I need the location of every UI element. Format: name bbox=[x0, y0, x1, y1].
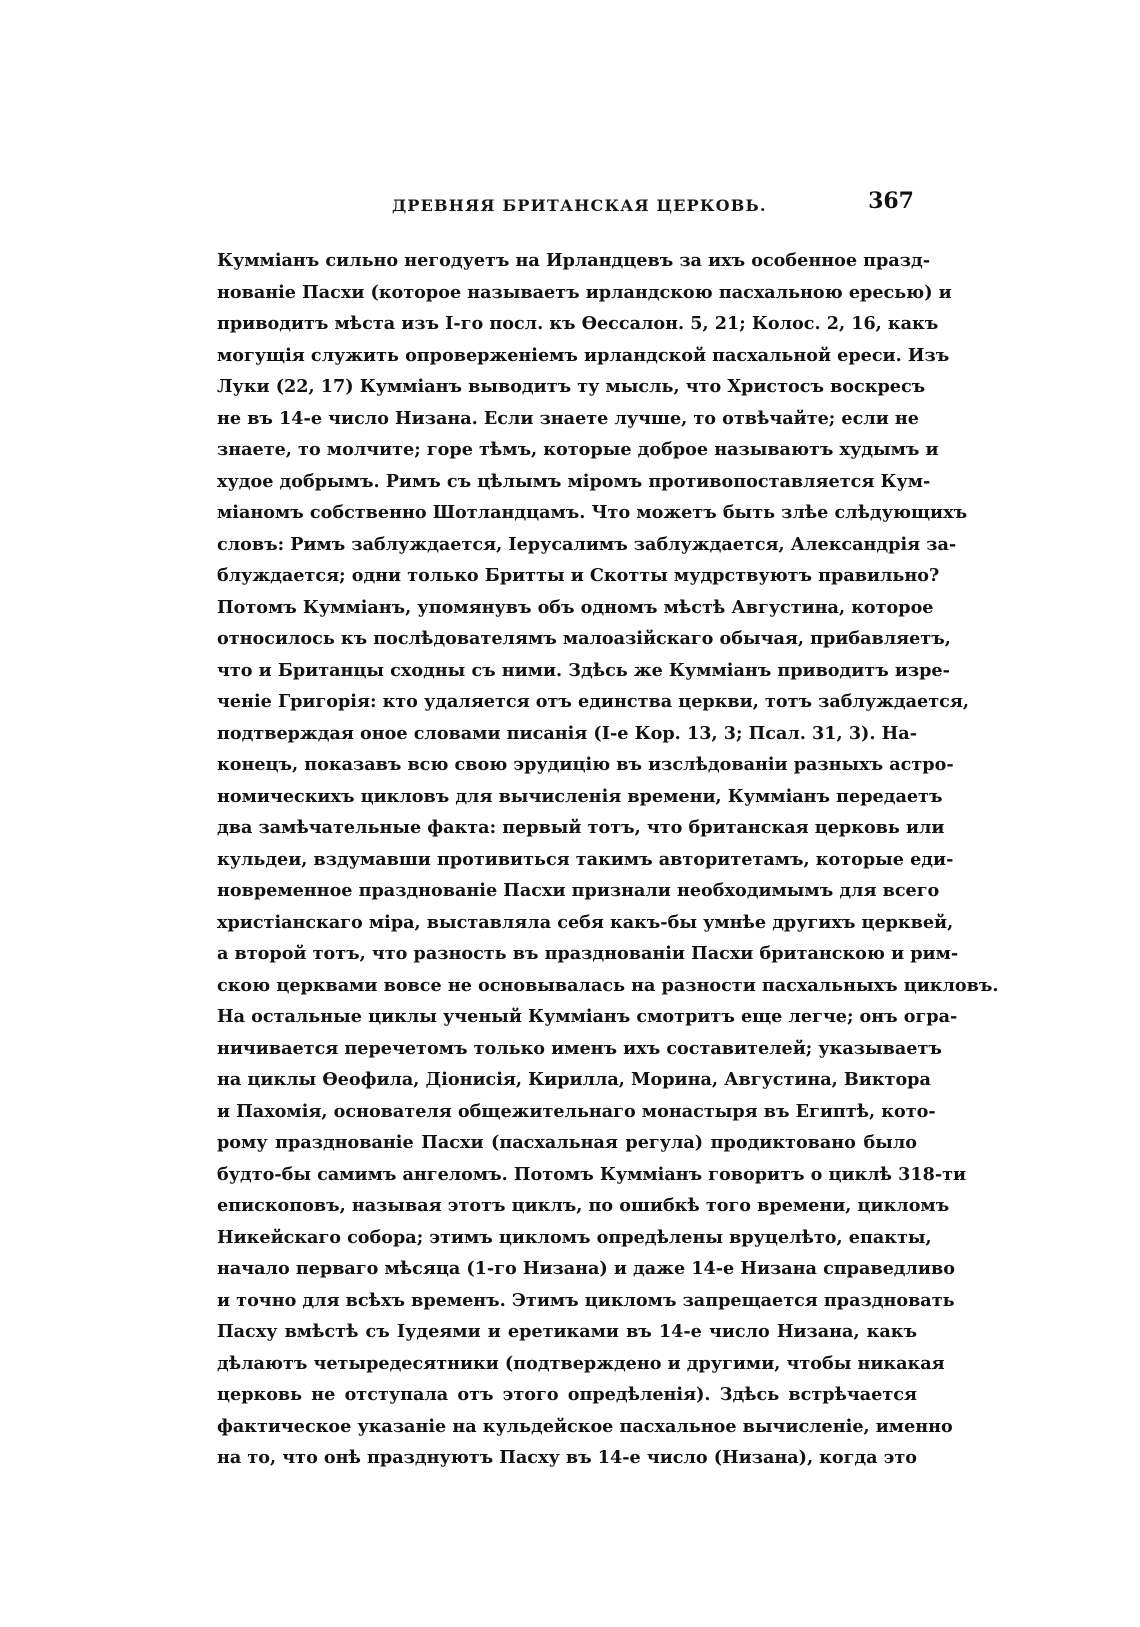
text-line: приводитъ мѣста изъ I-го посл. къ Ѳессалон. 5, 21; Колос. 2, 16, какъ bbox=[217, 313, 939, 334]
text-line: словъ: Римъ заблуждается, Іерусалимъ заблуждается, Александрія за- bbox=[217, 533, 957, 555]
text-line: Потомъ Кумміанъ, упомянувъ объ одномъ мѣстѣ Августина, которое bbox=[217, 596, 934, 618]
text-line: кульдеи, вздумавши противиться такимъ авторитетамъ, которые еди- bbox=[217, 848, 954, 870]
text-line: будто-бы самимъ ангеломъ. Потомъ Кумміанъ говоритъ о циклѣ 318-ти bbox=[217, 1163, 967, 1185]
text-line: міаномъ собственно Шотландцамъ. Что можетъ быть злѣе слѣдующихъ bbox=[217, 502, 968, 523]
text-line: фактическое указаніе на кульдейское пасхальное вычисленіе, именно bbox=[217, 1415, 953, 1437]
text-line: конецъ, показавъ всю свою эрудицію въ изслѣдованіи разныхъ астро- bbox=[217, 754, 954, 775]
text-line: и Пахомія, основателя общежительнаго монастыря въ Египтѣ, кото- bbox=[217, 1100, 936, 1122]
text-line: На остальные циклы ученый Кумміанъ смотритъ еще легче; онъ огра- bbox=[217, 1006, 958, 1027]
text-line: Луки (22, 17) Кумміанъ выводитъ ту мысль, что Христосъ воскресъ bbox=[217, 376, 926, 397]
text-line: Пасху вмѣстѣ съ Іудеями и еретиками въ 14-е число Низана, какъ bbox=[217, 1321, 917, 1342]
text-line: два замѣчательные факта: первый тотъ, что британская церковь или bbox=[217, 817, 945, 838]
text-line: Кумміанъ сильно негодуетъ на Ирландцевъ за ихъ особенное празд- bbox=[217, 250, 930, 271]
text-line: подтверждая оное словами писанія (I-е Кор. 13, 3; Псал. 31, 3). На- bbox=[217, 722, 917, 744]
text-line: ченіе Григорія: кто удаляется отъ единства церкви, тотъ заблуждается, bbox=[217, 691, 969, 712]
text-line: относилось къ послѣдователямъ малоазійскаго обычая, прибавляетъ, bbox=[217, 628, 951, 649]
text-line: церковь не отступала отъ этого опредѣленія). Здѣсь встрѣчается bbox=[217, 1384, 917, 1405]
text-line: дѣлаютъ четыредесятники (подтверждено и другими, чтобы никакая bbox=[217, 1352, 945, 1374]
text-line: Никейскаго собора; этимъ цикломъ опредѣлены вруцелѣто, епакты, bbox=[217, 1226, 932, 1248]
text-line: новременное празднованіе Пасхи признали необходимымъ для всего bbox=[217, 880, 940, 901]
text-line: что и Британцы сходны съ ними. Здѣсь же Кумміанъ приводитъ изре- bbox=[217, 659, 950, 681]
running-head bbox=[217, 188, 917, 228]
text-line: номическихъ цикловъ для вычисленія времени, Кумміанъ передаетъ bbox=[217, 785, 943, 807]
body-text bbox=[217, 245, 999, 1474]
text-line: и точно для всѣхъ временъ. Этимъ цикломъ запрещается праздновать bbox=[217, 1289, 955, 1311]
text-line: а второй тотъ, что разность въ празднованіи Пасхи британскою и рим- bbox=[217, 943, 959, 964]
text-line: на то, что онѣ празднуютъ Пасху въ 14-е число (Низана), когда это bbox=[217, 1447, 918, 1468]
text-line: на циклы Ѳеофила, Діонисія, Кирилла, Морина, Августина, Виктора bbox=[217, 1069, 931, 1090]
text-line: епископовъ, называя этотъ циклъ, по ошибкѣ того времени, цикломъ bbox=[217, 1195, 950, 1216]
text-line: рому празднованіе Пасхи (пасхальная регула) продиктовано было bbox=[217, 1132, 917, 1153]
text-line: знаете, то молчите; горе тѣмъ, которые доброе называютъ худымъ и bbox=[217, 439, 939, 460]
text-line: ничивается перечетомъ только именъ ихъ составителей; указываетъ bbox=[217, 1037, 942, 1059]
running-title: ДРЕВНЯЯ БРИТАНСКАЯ ЦЕРКОВЬ. bbox=[392, 196, 767, 215]
page-number: 367 bbox=[868, 188, 914, 214]
text-line: христіанскаго міра, выставляла себя какъ-бы умнѣе другихъ церквей, bbox=[217, 911, 954, 933]
text-line: не въ 14-е число Низана. Если знаете лучше, то отвѣчайте; если не bbox=[217, 407, 919, 429]
text-line: скою церквами вовсе не основывалась на разности пасхальныхъ цикловъ. bbox=[217, 974, 999, 996]
text-line: начало перваго мѣсяца (1-го Низана) и даже 14-е Низана справедливо bbox=[217, 1258, 955, 1279]
text-line: худое добрымъ. Римъ съ цѣлымъ міромъ противопоставляется Кум- bbox=[217, 470, 931, 492]
text-line: блуждается; одни только Бритты и Скотты мудрствуютъ правильно? bbox=[217, 565, 940, 586]
text-line: могущія служить опроверженіемъ ирландской пасхальной ереси. Изъ bbox=[217, 344, 950, 366]
text-line: нованіе Пасхи (которое называетъ ирландскою пасхальною ересью) и bbox=[217, 281, 952, 303]
